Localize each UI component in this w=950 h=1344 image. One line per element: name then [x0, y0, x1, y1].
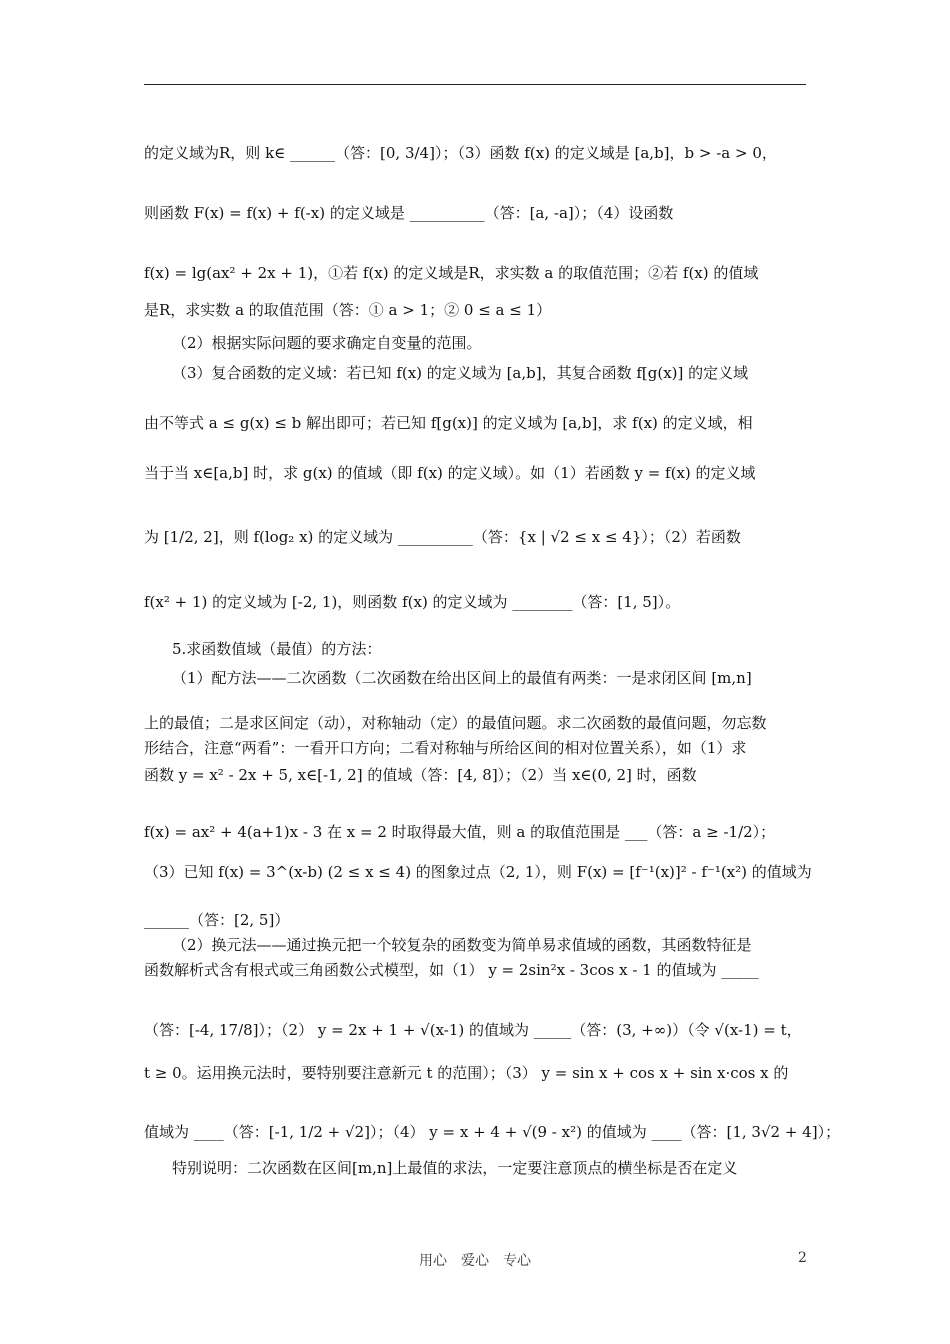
- text-line-20: 函数解析式含有根式或三角函数公式模型，如（1） y = 2sin²x - 3cos x - 1 的值域为 _____: [144, 961, 759, 979]
- text-line-3: f(x) = lg(ax² + 2x + 1)，①若 f(x) 的定义域是R，求实数 a 的取值范围；②若 f(x) 的值域: [144, 264, 759, 282]
- text-line-7: 由不等式 a ≤ g(x) ≤ b 解出即可；若已知 f[g(x)] 的定义域为 [a,b]，求 f(x) 的定义域，相: [144, 414, 753, 432]
- text-line-21: （答：[-4, 17/8]）；（2） y = 2x + 1 + √(x-1) 的值域为 _____（答：(3, +∞)）（令 √(x-1) = t，: [144, 1021, 802, 1039]
- text-line-10: f(x² + 1) 的定义域为 [-2, 1)，则函数 f(x) 的定义域为 ________（答：[1, 5]）。: [144, 593, 681, 611]
- text-line-11: 5.求函数值域（最值）的方法：: [172, 640, 382, 658]
- text-line-15: 函数 y = x² - 2x + 5, x∈[-1, 2] 的值域（答：[4, 8]）；（2）当 x∈(0, 2] 时，函数: [144, 766, 697, 784]
- text-line-14: 形结合，注意“两看”：一看开口方向；二看对称轴与所给区间的相对位置关系），如（1）求: [144, 739, 747, 757]
- text-line-17: （3）已知 f(x) = 3^(x-b) (2 ≤ x ≤ 4) 的图象过点（2, 1），则 F(x) = [f⁻¹(x)]² - f⁻¹(x²) 的值域为: [144, 863, 812, 881]
- header-rule: [144, 84, 806, 85]
- text-line-12: （1）配方法——二次函数（二次函数在给出区间上的最值有两类：一是求闭区间 [m,n]: [172, 669, 752, 687]
- text-line-9: 为 [1/2, 2]，则 f(log₂ x) 的定义域为 __________（答：{x | √2 ≤ x ≤ 4}）；（2）若函数: [144, 528, 741, 546]
- page-footer: 用心 爱心 专心: [419, 1253, 531, 1269]
- text-line-24: 特别说明：二次函数在区间[m,n]上最值的求法，一定要注意顶点的横坐标是否在定义: [172, 1159, 738, 1177]
- page-number: 2: [798, 1250, 807, 1266]
- text-line-13: 上的最值；二是求区间定（动），对称轴动（定）的最值问题。求二次函数的最值问题，勿忘数: [144, 714, 767, 732]
- text-line-18: ______（答：[2, 5]）: [144, 911, 290, 929]
- text-line-1: 的定义域为R，则 k∈ ______（答：[0, 3/4]）；（3）函数 f(x) 的定义域是 [a,b]，b > -a > 0，: [144, 144, 777, 162]
- text-line-5: （2）根据实际问题的要求确定自变量的范围。: [172, 334, 482, 352]
- text-line-4: 是R，求实数 a 的取值范围（答：① a > 1；② 0 ≤ a ≤ 1）: [144, 301, 552, 319]
- text-line-6: （3）复合函数的定义域：若已知 f(x) 的定义域为 [a,b]，其复合函数 f[g(x)] 的定义域: [172, 364, 749, 382]
- text-line-22: t ≥ 0。运用换元法时，要特别要注意新元 t 的范围）；（3） y = sin x + cos x + sin x·cos x 的: [144, 1064, 789, 1082]
- text-line-23: 值域为 ____（答：[-1, 1/2 + √2]）；（4） y = x + 4 + √(9 - x²) 的值域为 ____（答：[1, 3√2 + 4]）；: [144, 1123, 841, 1141]
- text-line-19: （2）换元法——通过换元把一个较复杂的函数变为简单易求值域的函数，其函数特征是: [172, 936, 752, 954]
- text-line-2: 则函数 F(x) = f(x) + f(-x) 的定义域是 __________（答：[a, -a]）；（4）设函数: [144, 204, 674, 222]
- text-line-8: 当于当 x∈[a,b] 时，求 g(x) 的值域（即 f(x) 的定义域）。如（1）若函数 y = f(x) 的定义域: [144, 464, 756, 482]
- text-line-16: f(x) = ax² + 4(a+1)x - 3 在 x = 2 时取得最大值，则 a 的取值范围是 ___（答：a ≥ -1/2）；: [144, 823, 776, 841]
